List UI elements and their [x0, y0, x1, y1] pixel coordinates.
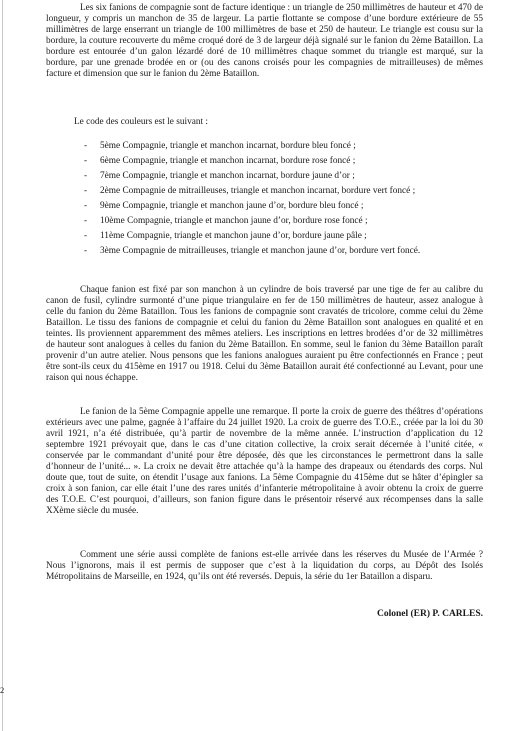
- list-dash: -: [84, 231, 88, 241]
- list-dash: -: [84, 201, 88, 211]
- paragraph-text: Le fanion de la 5ème Compagnie appelle une remarque. Il porte la croix de guerre des théâtres d’opérations extérieurs avec une palme, gagnée à l’affaire du 24 juillet 1920. La croix de guerre des T.O.E., créée par la loi du 30 avril 1921, n’a été distribuée, qu’à partir de novembre de la même année. L’instruction d’application du 12 septembre 1921 prévoyait que, dans le cas d’une citation collective, la croix serait décernée à l’unité citée, « conservée par le commandant d’unité pour être déposée, dès que les circonstances le permettront dans la salle d’honneur de l’unité... ». La croix ne devait être attachée qu’à la hampe des drapeaux ou étendards des corps. Nul doute que, tout de suite, on étendit l’usage aux fanions. La 5ème Compagnie du 415ème dut se hâter d’épingler sa croix à son fanion, car elle était l’une des rares unités d’infanterie métropolitaine à avoir obtenu la croix de guerre des T.O.E. C’est pourquoi, d’ailleurs, son fanion figure dans le présentoir réservé aux récompenses dans la salle XXème siècle du musée.: [46, 407, 483, 516]
- paragraph-text: Comment une série aussi complète de fanions est-elle arrivée dans les réserves du Musée de l’Armée ? Nous l’ignorons, mais il est permis de supposer que c’est à la liquidation du corps, au Dépôt des Isolés Métropolitains de Marseille, en 1924, qu’ils ont été reversés. Depuis, la série du 1er Bataillon a disparu.: [46, 550, 483, 582]
- list-item: [84, 171, 484, 182]
- list-item-text: 3ème Compagnie de mitrailleuses, triangle et manchon jaune d’or, bordure vert foncé.: [100, 246, 421, 256]
- list-dash: -: [84, 141, 88, 151]
- list-item-text: 10ème Compagnie, triangle et manchon jaune d’or, bordure rose foncé ;: [100, 216, 368, 226]
- paragraph-text: Chaque fanion est fixé par son manchon à un cylindre de bois traversé par une tige de fer au calibre du canon de fusil, cylindre surmonté d’une pique triangulaire en fer de 150 millimètres de hauteur, assez analogue à celle du fanion du 2ème Bataillon. Tous les fanions de compagnie sont cravatés de tricolore, comme celui du 2ème Bataillon. Le tissu des fanions de compagnie et celui du fanion du 2ème Bataillon sont analogues en qualité et en teintes. Ils proviennent apparemment des mêmes ateliers. Les inscriptions en lettres brodées d’or de 32 millimètres de hauteur sont analogues à celles du fanion du 2ème Bataillon. En somme, seul le fanion du 3ème Bataillon paraît provenir d’un autre atelier. Nous pensons que les fanions analogues auraient pu être confectionnés en France ; peut être sont-ils ceux du 415ème en 1917 ou 1918. Celui du 3ème Bataillon aurait été confectionné au Levant, pour une raison qui nous échappe.: [46, 285, 483, 383]
- list-dash: -: [84, 186, 88, 196]
- list-item: [84, 186, 484, 197]
- list-item: [84, 201, 484, 212]
- list-item-text: 11ème Compagnie, triangle et manchon jaune d’or, bordure jaune pâle ;: [100, 231, 367, 241]
- list-item-text: 9ème Compagnie, triangle et manchon jaune d’or, bordure bleu foncé ;: [100, 201, 364, 211]
- paragraph-croix-de-guerre: [46, 407, 483, 517]
- color-code-intro: Le code des couleurs est le suivant :: [74, 117, 208, 127]
- paragraph-fanion-facture: [46, 3, 483, 80]
- color-code-list: [84, 141, 484, 261]
- list-item: [84, 156, 484, 167]
- list-item: [84, 231, 484, 242]
- list-item-text: 2ème Compagnie de mitrailleuses, triangle et manchon incarnat, bordure vert foncé ;: [100, 186, 416, 196]
- list-dash: -: [84, 156, 88, 166]
- list-item-text: 5ème Compagnie, triangle et manchon incarnat, bordure bleu foncé ;: [100, 141, 356, 151]
- list-item: [84, 141, 484, 152]
- page-edge-rule: [2, 0, 3, 731]
- list-dash: -: [84, 216, 88, 226]
- list-item-text: 6ème Compagnie, triangle et manchon incarnat, bordure rose foncé ;: [100, 156, 356, 166]
- list-item: [84, 246, 484, 257]
- author-signature: Colonel (ER) P. CARLES.: [376, 609, 483, 619]
- paragraph-fixation: [46, 285, 483, 384]
- list-item-text: 7ème Compagnie, triangle et manchon incarnat, bordure jaune d’or ;: [100, 171, 355, 181]
- paragraph-provenance: [46, 550, 483, 583]
- list-dash: -: [84, 171, 88, 181]
- list-item: [84, 216, 484, 227]
- paragraph-text: Les six fanions de compagnie sont de facture identique : un triangle de 250 millimètres de hauteur et 470 de longueur, y compris un manchon de 35 de largeur. La partie flottante se compose d’une bordure extérieure de 55 millimètres de large enserrant un triangle de 100 millimètres de base et 250 de hauteur. Le triangle est cousu sur la bordure, la couture recouverte du même croqué doré de 3 de largeur déjà signalé sur le fanion du 2ème Bataillon. La bordure est entourée d’un galon lézardé doré de 10 millimètres chaque sommet du triangle est marqué, sur la bordure, par une grenade brodée en or (ou des canons croisés pour les compagnies de mitrailleuses) de mêmes facture et dimension que sur le fanion du 2ème Bataillon.: [46, 3, 483, 79]
- list-dash: -: [84, 246, 88, 256]
- page-number: 2: [0, 685, 5, 695]
